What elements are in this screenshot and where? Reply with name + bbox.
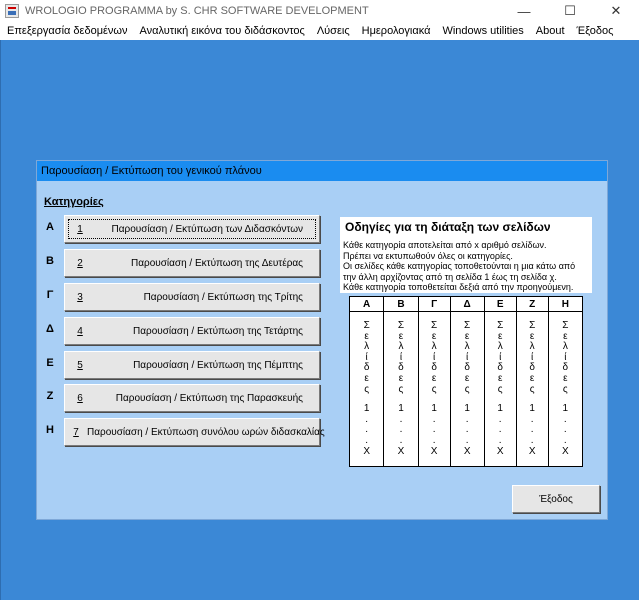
table-column-cell [516,312,548,467]
category-label: Παρουσίαση / Εκτύπωση των Διδασκόντων [111,223,303,235]
column-glyph: Σ [397,320,405,331]
menu-edit-data[interactable]: Επεξεργασία δεδομένων [7,25,128,37]
instruction-line: Πρέπει να εκτυπωθούν όλες οι κατηγορίες. [343,250,513,261]
category-button-monday[interactable] [64,249,320,277]
category-letter: Γ [46,289,54,301]
column-glyph: . [365,434,369,446]
column-glyph: . [432,424,436,436]
category-button-total-hours[interactable] [64,418,325,446]
category-label: Παρουσίαση / Εκτύπωση της Πέμπτης [133,359,303,371]
column-text [419,312,450,457]
table-header-cell: Β [384,297,418,312]
category-label: Παρουσίαση / Εκτύπωση της Τρίτης [143,291,303,303]
column-text [485,312,516,457]
menu-bar [0,22,639,40]
column-glyph: δ [398,362,404,374]
minimize-button[interactable]: — [517,3,531,19]
exit-button[interactable]: Έξοδος [512,485,600,513]
category-button-wednesday[interactable] [64,317,320,345]
table-header-cell: Γ [418,297,450,312]
column-glyph: . [365,424,369,436]
maximize-button[interactable]: ☐ [564,3,576,18]
column-glyph: 1 [464,403,470,415]
column-glyph: X [463,445,471,457]
table-column-cell [350,312,384,467]
table-column-cell [418,312,450,467]
column-glyph: λ [464,341,470,353]
category-letter: Α [46,221,54,233]
column-glyph: δ [363,362,370,374]
column-glyph: . [530,413,534,425]
column-glyph: . [530,434,534,446]
column-glyph: ε [431,372,437,384]
instruction-line: Κάθε κατηγορία τοποθετείται δεξιά από την προηγούμενη. [343,282,574,292]
column-glyph: . [465,413,469,425]
category-number: 3 [77,291,83,303]
column-glyph: λ [431,341,437,353]
column-glyph: . [432,413,436,425]
table-column-cell [548,312,582,467]
column-glyph: ε [563,372,568,384]
column-glyph: ε [529,330,535,342]
column-glyph: ς [562,383,568,395]
category-letter: Β [46,255,54,267]
column-glyph: . [530,424,534,436]
column-glyph: ς [431,383,437,395]
column-glyph: X [528,445,536,457]
column-glyph: Σ [431,320,438,331]
column-glyph: λ [398,341,404,353]
column-glyph: X [397,445,405,457]
column-glyph: X [561,445,569,457]
column-text [384,312,417,457]
menu-windows-utilities[interactable]: Windows utilities [442,25,524,37]
category-number: 4 [77,325,83,337]
page-layout-table [349,296,583,467]
column-glyph: ί [466,351,469,363]
instructions-title: Οδηγίες για τη διάταξη των σελίδων [345,220,551,234]
column-text [451,312,484,457]
table-header-cell: Α [350,297,384,312]
categories-title: Κατηγορίες [44,196,104,208]
column-glyph: . [399,424,403,436]
menu-calendar[interactable]: Ημερολογιακά [361,25,431,37]
category-button-thursday[interactable] [64,351,320,379]
table-column-cell [450,312,484,467]
column-glyph: X [363,445,370,457]
instruction-line: Οι σελίδες κάθε κατηγορίας τοποθετούνται η μια κάτω από [343,261,576,271]
column-glyph: ε [431,330,437,342]
column-glyph: . [563,413,567,425]
column-glyph: 1 [363,403,370,415]
category-letter: Η [46,424,54,436]
table-column-cell [384,312,418,467]
column-glyph: λ [497,341,503,353]
column-glyph: ς [529,383,535,395]
column-glyph: ε [364,372,369,384]
menu-solutions[interactable]: Λύσεις [316,25,350,37]
instructions-panel [340,217,592,293]
column-glyph: 1 [529,403,535,415]
column-glyph: 1 [431,403,437,415]
column-glyph: δ [529,362,535,374]
column-glyph: λ [529,341,535,353]
column-glyph: δ [562,362,569,374]
workspace [0,40,639,600]
column-glyph: ς [464,383,470,395]
category-number: 1 [77,223,83,235]
column-glyph: . [498,434,502,446]
table-column-cell [484,312,516,467]
category-number: 2 [77,257,83,269]
app-icon [5,4,19,18]
column-glyph: 1 [497,403,503,415]
table-header-cell: Ε [484,297,516,312]
category-label: Παρουσίαση / Εκτύπωση συνόλου ωρών διδασκαλίας [87,426,325,438]
column-text [549,312,582,457]
category-button-tuesday[interactable] [64,283,320,311]
column-glyph: ε [497,330,503,342]
table-header-cell: Ζ [516,297,548,312]
column-glyph: X [496,445,504,457]
column-glyph: . [465,424,469,436]
category-button-friday[interactable] [64,384,320,412]
column-glyph: δ [497,362,503,374]
instructions-text [340,234,592,293]
window-title: WROLOGIO PROGRAMMA by S. CHR SOFTWARE DEVELOPMENT [25,5,369,17]
menu-about[interactable]: About [535,25,565,37]
column-glyph: . [498,424,502,436]
column-glyph: X [430,445,438,457]
column-glyph: ί [399,351,403,363]
window-controls [501,0,639,22]
column-glyph: . [563,434,567,446]
column-glyph: ς [364,383,370,395]
column-glyph: Σ [562,320,569,331]
category-letter: Ε [46,357,54,369]
category-letter: Ζ [46,390,54,402]
column-glyph: ε [464,372,470,384]
title-bar [0,0,639,22]
column-glyph: ε [529,372,535,384]
column-glyph: ί [564,351,567,363]
column-glyph: λ [562,341,568,353]
column-glyph: ί [499,351,502,363]
category-number: 7 [73,426,79,438]
category-letter: Δ [46,323,54,335]
column-glyph: Σ [529,320,536,331]
column-glyph: . [465,434,469,446]
print-plan-dialog [36,160,608,520]
column-glyph: δ [464,362,470,374]
column-glyph: ί [432,351,436,363]
category-number: 5 [77,359,83,371]
column-glyph: ε [398,330,404,342]
column-glyph: ε [364,330,369,342]
column-glyph: ί [365,351,368,363]
close-button[interactable]: ✕ [610,3,622,18]
column-glyph: ς [497,383,503,395]
column-glyph: Σ [363,320,370,331]
menu-teacher-view[interactable]: Αναλυτική εικόνα του διδάσκοντος [139,25,305,37]
column-text [350,312,383,457]
table-header-cell: Δ [450,297,484,312]
column-glyph: ε [464,330,470,342]
column-glyph: ε [563,330,568,342]
table-header-cell: Η [548,297,582,312]
column-glyph: . [432,434,436,446]
instruction-line: Κάθε κατηγορία αποτελείται από x αριθμό σελίδων. [343,240,547,250]
column-text [517,312,548,457]
column-glyph: δ [431,362,437,374]
column-glyph: ς [398,383,404,395]
column-glyph: Σ [497,320,504,331]
column-glyph: . [498,413,502,425]
category-button-teachers[interactable] [64,215,320,243]
column-glyph: . [563,424,567,436]
column-glyph: 1 [562,403,569,415]
column-glyph: . [365,413,369,425]
category-label: Παρουσίαση / Εκτύπωση της Δευτέρας [131,257,303,269]
instruction-line: την άλλη αρχίζοντας από τη σελίδα 1 έως τη σελίδα χ. [343,271,557,282]
category-label: Παρουσίαση / Εκτύπωση της Παρασκευής [115,392,303,404]
column-glyph: ε [497,372,503,384]
column-glyph: . [399,434,403,446]
column-glyph: λ [364,341,370,353]
column-glyph: . [399,413,403,425]
column-glyph: ε [398,372,404,384]
category-label: Παρουσίαση / Εκτύπωση της Τετάρτης [133,325,303,337]
dialog-title: Παρουσίαση / Εκτύπωση του γενικού πλάνου [37,161,607,181]
column-glyph: Σ [464,320,471,331]
column-glyph: ί [531,351,534,363]
menu-exit[interactable]: Έξοδος [576,25,614,37]
category-number: 6 [77,392,83,404]
column-glyph: 1 [398,403,404,415]
